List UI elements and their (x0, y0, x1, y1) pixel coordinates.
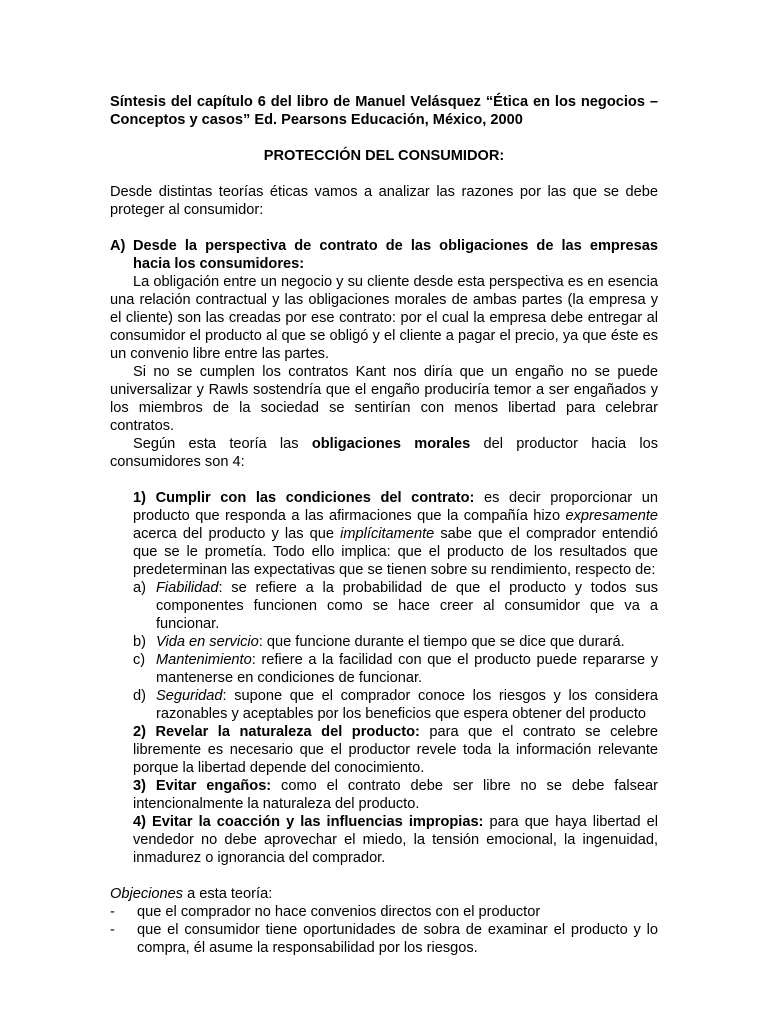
sub-item-b: b) Vida en servicio: que funcione durante el tiempo que se dice que durará. (133, 634, 625, 650)
objection-item: - que el consumidor tiene oportunidades de sobra de examinar el producto y lo compra, él asume la responsabilidad por los riesgos. (110, 922, 658, 956)
obligation-1: 1) Cumplir con las condiciones del contrato: es decir proporcionar un producto que responda a las afirmaciones que la compañía hizo expresamente acerca del producto y las que implícitamente sabe que el comprador entendió que se le prometía. Todo ello implica: que el producto de los resultados que predeterminan las expectativas que se tienen sobre su rendimiento, respecto de: (133, 490, 658, 578)
sub-item-a: a) Fiabilidad: se refiere a la probabilidad de que el producto y todos sus componentes funcionen como se hace creer al consumidor que va a funcionar. (133, 580, 658, 632)
moral-obligations-term: obligaciones morales (311, 436, 471, 452)
obligation-4: 4) Evitar la coacción y las influencias impropias: para que haya libertad el vendedor no debe aprovechar el miedo, la tensión emocional, la ingenuidad, inmadurez o ignorancia del comprador. (133, 814, 658, 866)
document-title: Síntesis del capítulo 6 del libro de Manuel Velásquez “Ética en los negocios – Conceptos y casos” Ed. Pearsons Educación, México, 2000 (110, 94, 658, 128)
obligation-3: 3) Evitar engaños: como el contrato debe ser libre no se debe falsear intencionalmente la naturaleza del producto. (133, 778, 658, 812)
document-content (110, 93, 658, 957)
intro-paragraph: Desde distintas teorías éticas vamos a analizar las razones por las que se debe proteger al consumidor: (110, 184, 658, 218)
section-a-heading (110, 237, 658, 273)
sub-item-c: c) Mantenimiento: refiere a la facilidad con que el producto puede repararse y mantenerse en condiciones de funcionar. (133, 652, 658, 686)
section-a-label: A) (110, 238, 126, 254)
section-a-paragraph-1: La obligación entre un negocio y su cliente desde esta perspectiva es en esencia una relación contractual y las obligaciones morales de ambas partes (la empresa y el cliente) son las creadas por ese contrato: por el cual la empresa debe entregar al consumidor el producto al que se obligó y el cliente a pagar el precio, ya que éste es un convenio libre entre las partes. (110, 274, 658, 362)
sub-item-d: d) Seguridad: supone que el comprador conoce los riesgos y los considera razonables y aceptables por los beneficios que espera obtener del producto (133, 688, 658, 722)
obligation-1-title: 1) Cumplir con las condiciones del contrato: (133, 490, 475, 506)
section-a-paragraph-3: Según esta teoría las obligaciones morales del productor hacia los consumidores son 4: (110, 436, 659, 470)
objections-heading: Objeciones a esta teoría: (110, 886, 273, 902)
section-heading: PROTECCIÓN DEL CONSUMIDOR: (263, 148, 505, 164)
section-a-title: Desde la perspectiva de contrato de las obligaciones de las empresas hacia los consumidores: (133, 238, 658, 272)
obligation-2: 2) Revelar la naturaleza del producto: para que el contrato se celebre libremente es necesario que el productor revele toda la información relevante porque la libertad depende del conocimiento. (133, 724, 658, 776)
objection-item: - que el comprador no hace convenios directos con el productor (110, 904, 541, 920)
section-a-paragraph-2: Si no se cumplen los contratos Kant nos diría que un engaño no se puede universalizar y Rawls sostendría que el engaño produciría temor a ser engañados y los miembros de la sociedad se sentirían con menos libertad para celebrar contratos. (110, 364, 658, 434)
